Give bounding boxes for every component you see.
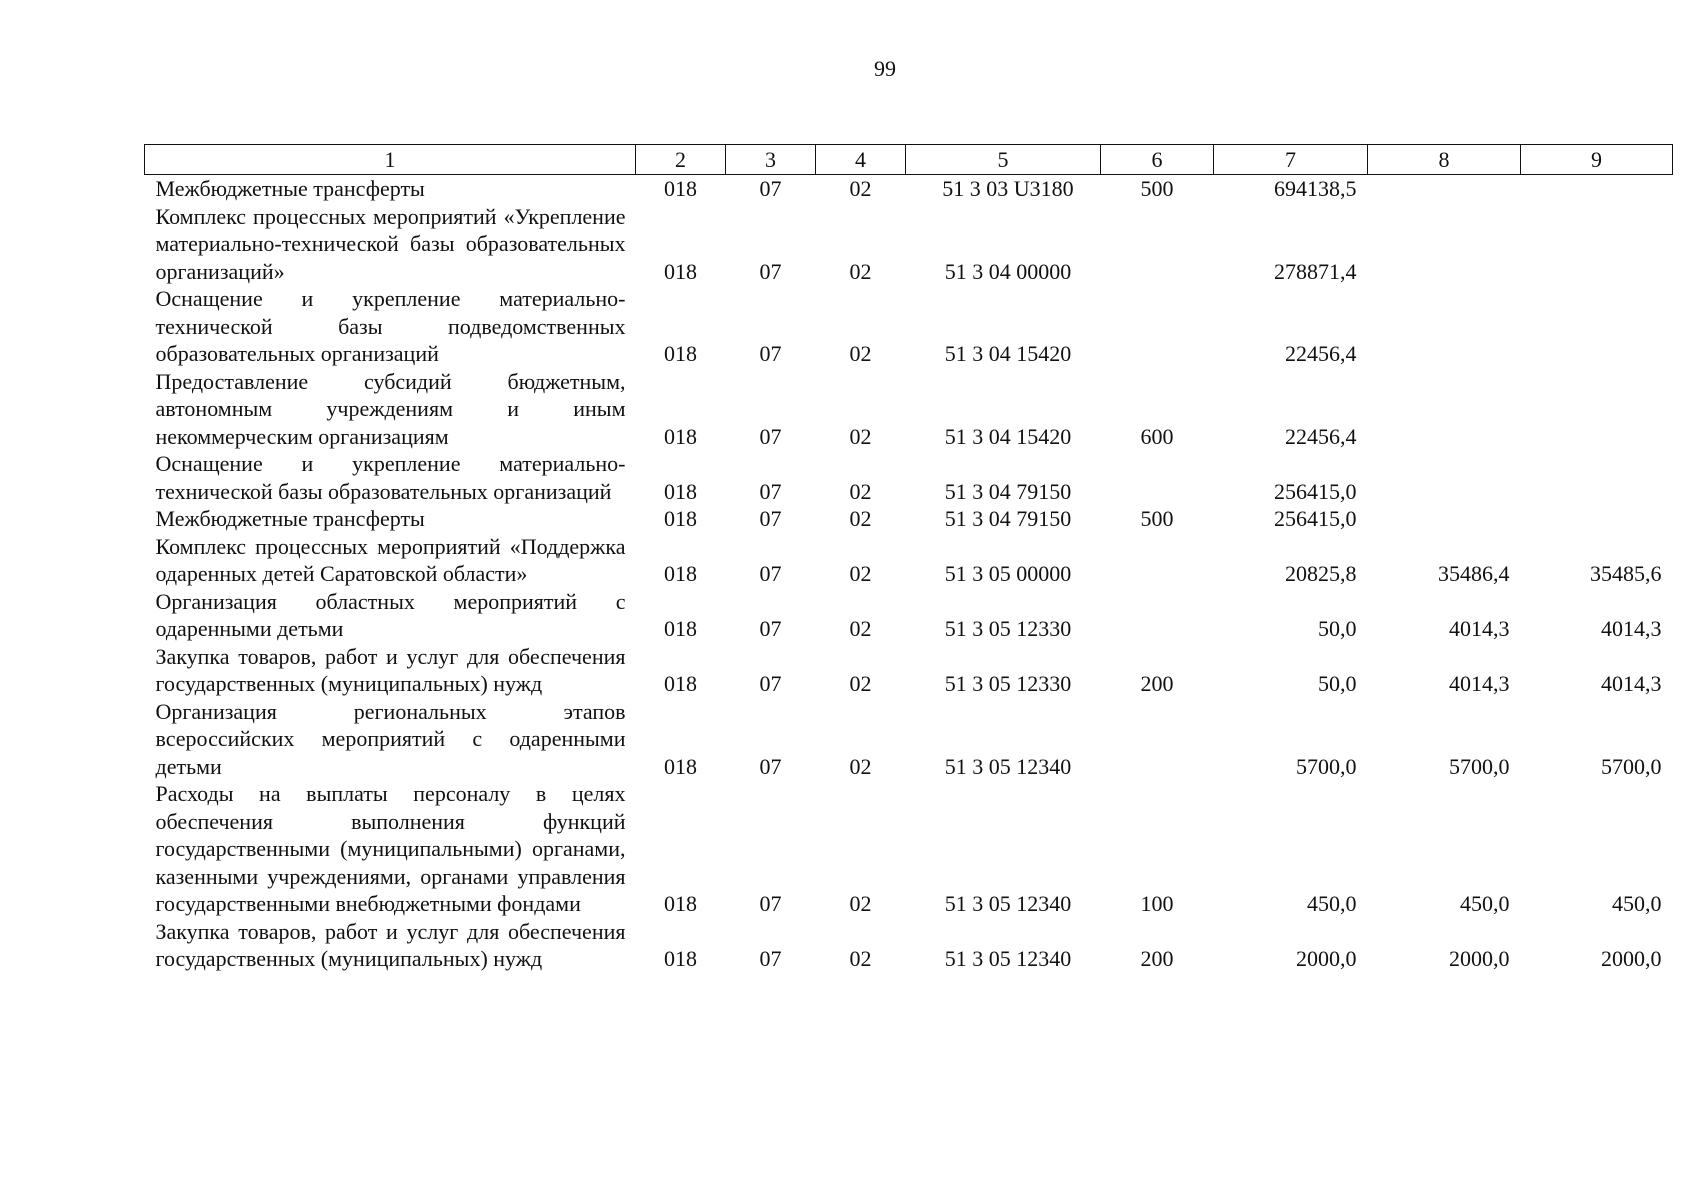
row-section: 07 [759, 478, 782, 504]
row-amount-7: 256415,0 [1274, 478, 1357, 504]
row-amount-9 [1521, 203, 1673, 286]
header-col-9: 9 [1521, 145, 1673, 175]
row-subsection: 02 [849, 478, 872, 504]
row-amount-7: 22456,4 [1285, 341, 1357, 366]
row-amount-7: 22456,4 [1285, 423, 1357, 449]
row-ministry-code: 018 [664, 616, 697, 641]
row-section: 07 [759, 423, 782, 449]
row-section: 07 [759, 753, 782, 779]
row-amount-8 [1368, 285, 1521, 368]
row-target-code: 51 3 05 12340 [944, 891, 1072, 916]
row-subsection: 02 [849, 946, 872, 971]
row-section: 07 [759, 506, 782, 531]
row-ministry-code: 018 [664, 423, 697, 449]
row-target-code: 51 3 05 12330 [944, 616, 1072, 641]
row-ministry-code: 018 [664, 478, 697, 504]
table-row [145, 780, 1673, 918]
row-expense-type: 100 [1140, 891, 1174, 916]
row-amount-7: 694138,5 [1274, 176, 1357, 201]
row-expense-type: 200 [1140, 946, 1174, 971]
row-name: Комплекс процессных мероприятий «Поддержка одаренных детей Саратовской области» [155, 533, 626, 586]
table-row [145, 450, 1673, 505]
header-col-2: 2 [636, 145, 726, 175]
row-amount-9 [1521, 368, 1673, 451]
header-col-7: 7 [1214, 145, 1368, 175]
header-col-1: 1 [145, 145, 636, 175]
row-amount-9: 450,0 [1612, 891, 1662, 916]
table-row [145, 533, 1673, 588]
row-amount-8: 4014,3 [1449, 671, 1510, 696]
row-target-code: 51 3 04 15420 [944, 423, 1072, 449]
row-section: 07 [759, 616, 782, 641]
row-target-code: 51 3 05 12340 [944, 946, 1072, 971]
row-ministry-code: 018 [664, 258, 697, 284]
row-section: 07 [759, 341, 782, 366]
row-section: 07 [759, 946, 782, 971]
row-section: 07 [759, 561, 782, 586]
row-amount-9: 2000,0 [1601, 946, 1662, 971]
row-expense-type: 500 [1140, 506, 1174, 531]
row-amount-7: 2000,0 [1296, 946, 1357, 971]
row-target-code: 51 3 05 12330 [944, 671, 1072, 696]
row-amount-9 [1521, 505, 1673, 533]
table-row [145, 203, 1673, 286]
row-amount-9: 4014,3 [1601, 616, 1662, 641]
row-name: Организация областных мероприятий с одаренными детьми [155, 588, 626, 641]
row-name: Закупка товаров, работ и услуг для обеспечения государственных (муниципальных) нужд [155, 918, 626, 971]
row-amount-8 [1368, 450, 1521, 505]
row-expense-type: 600 [1140, 423, 1174, 449]
table-body [145, 175, 1673, 973]
row-expense-type [1101, 588, 1214, 643]
row-section: 07 [759, 258, 782, 284]
row-amount-7: 450,0 [1307, 891, 1357, 916]
row-ministry-code: 018 [664, 753, 697, 779]
table-header [145, 145, 1673, 175]
row-target-code: 51 3 04 00000 [944, 258, 1072, 284]
row-name: Расходы на выплаты персоналу в целях обеспечения выполнения функций государственными (муниципальными) органами, казенными учреждениями, органами управления государственными внебюджетными фондами [155, 781, 626, 916]
table-row [145, 698, 1673, 781]
row-ministry-code: 018 [664, 341, 697, 366]
row-subsection: 02 [849, 423, 872, 449]
row-subsection: 02 [849, 506, 872, 531]
row-section: 07 [759, 671, 782, 696]
row-amount-9 [1521, 175, 1673, 203]
row-subsection: 02 [849, 616, 872, 641]
row-amount-9 [1521, 450, 1673, 505]
row-amount-7: 50,0 [1318, 671, 1357, 696]
row-name: Закупка товаров, работ и услуг для обеспечения государственных (муниципальных) нужд [155, 643, 626, 696]
row-name: Межбюджетные трансферты [155, 506, 425, 531]
row-name: Предоставление субсидий бюджетным, автономным учреждениям и иным некоммерческим организациям [155, 368, 626, 449]
header-col-8: 8 [1368, 145, 1521, 175]
row-target-code: 51 3 04 79150 [944, 506, 1072, 531]
row-expense-type [1101, 698, 1214, 781]
table-row [145, 588, 1673, 643]
row-name: Оснащение и укрепление материально-технической базы подведомственных образовательных организаций [155, 286, 626, 366]
row-amount-8: 5700,0 [1449, 753, 1510, 779]
row-expense-type [1101, 533, 1214, 588]
row-target-code: 51 3 05 00000 [944, 561, 1072, 586]
row-amount-9: 5700,0 [1601, 753, 1662, 779]
row-amount-8 [1368, 203, 1521, 286]
row-amount-8: 2000,0 [1449, 946, 1510, 971]
row-amount-9 [1521, 285, 1673, 368]
table-row [145, 368, 1673, 451]
row-subsection: 02 [849, 258, 872, 284]
row-amount-8: 4014,3 [1449, 616, 1510, 641]
header-col-4: 4 [816, 145, 906, 175]
row-ministry-code: 018 [664, 671, 697, 696]
row-subsection: 02 [849, 176, 872, 201]
row-ministry-code: 018 [664, 506, 697, 531]
table-row [145, 175, 1673, 203]
row-expense-type: 500 [1140, 176, 1174, 201]
row-expense-type [1101, 203, 1214, 286]
row-amount-7: 256415,0 [1274, 506, 1357, 531]
row-amount-8 [1368, 175, 1521, 203]
row-expense-type: 200 [1140, 671, 1174, 696]
row-amount-8 [1368, 368, 1521, 451]
row-subsection: 02 [849, 561, 872, 586]
row-ministry-code: 018 [664, 946, 697, 971]
row-amount-9: 4014,3 [1601, 671, 1662, 696]
table-row [145, 285, 1673, 368]
row-name: Оснащение и укрепление материально-технической базы образовательных организаций [155, 451, 626, 504]
row-subsection: 02 [849, 671, 872, 696]
row-subsection: 02 [849, 753, 872, 779]
row-amount-7: 5700,0 [1296, 753, 1357, 779]
row-subsection: 02 [849, 891, 872, 916]
table-row [145, 918, 1673, 973]
row-amount-7: 278871,4 [1274, 258, 1357, 284]
header-row [145, 145, 1673, 175]
header-col-6: 6 [1101, 145, 1214, 175]
row-ministry-code: 018 [664, 561, 697, 586]
table-row [145, 643, 1673, 698]
header-col-3: 3 [726, 145, 816, 175]
page-number: 99 [874, 56, 896, 81]
row-target-code: 51 3 04 79150 [944, 478, 1072, 504]
row-amount-8 [1368, 505, 1521, 533]
row-name: Межбюджетные трансферты [155, 176, 425, 201]
row-ministry-code: 018 [664, 176, 697, 201]
row-ministry-code: 018 [664, 891, 697, 916]
row-subsection: 02 [849, 341, 872, 366]
row-amount-9: 35485,6 [1590, 561, 1662, 586]
row-name: Комплекс процессных мероприятий «Укрепление материально-технической базы образовательных организаций» [155, 203, 626, 284]
row-target-code: 51 3 05 12340 [944, 753, 1072, 779]
row-section: 07 [759, 891, 782, 916]
row-section: 07 [759, 176, 782, 201]
row-amount-7: 20825,8 [1285, 561, 1357, 586]
row-amount-8: 35486,4 [1438, 561, 1510, 586]
row-expense-type [1101, 450, 1214, 505]
row-amount-7: 50,0 [1318, 616, 1357, 641]
header-col-5: 5 [906, 145, 1101, 175]
row-expense-type [1101, 285, 1214, 368]
budget-table [144, 144, 1673, 973]
row-amount-8: 450,0 [1460, 891, 1510, 916]
table-row [145, 505, 1673, 533]
row-name: Организация региональных этапов всероссийских мероприятий с одаренными детьми [155, 698, 626, 779]
row-target-code: 51 3 04 15420 [944, 341, 1072, 366]
row-target-code: 51 3 03 U3180 [942, 176, 1074, 201]
